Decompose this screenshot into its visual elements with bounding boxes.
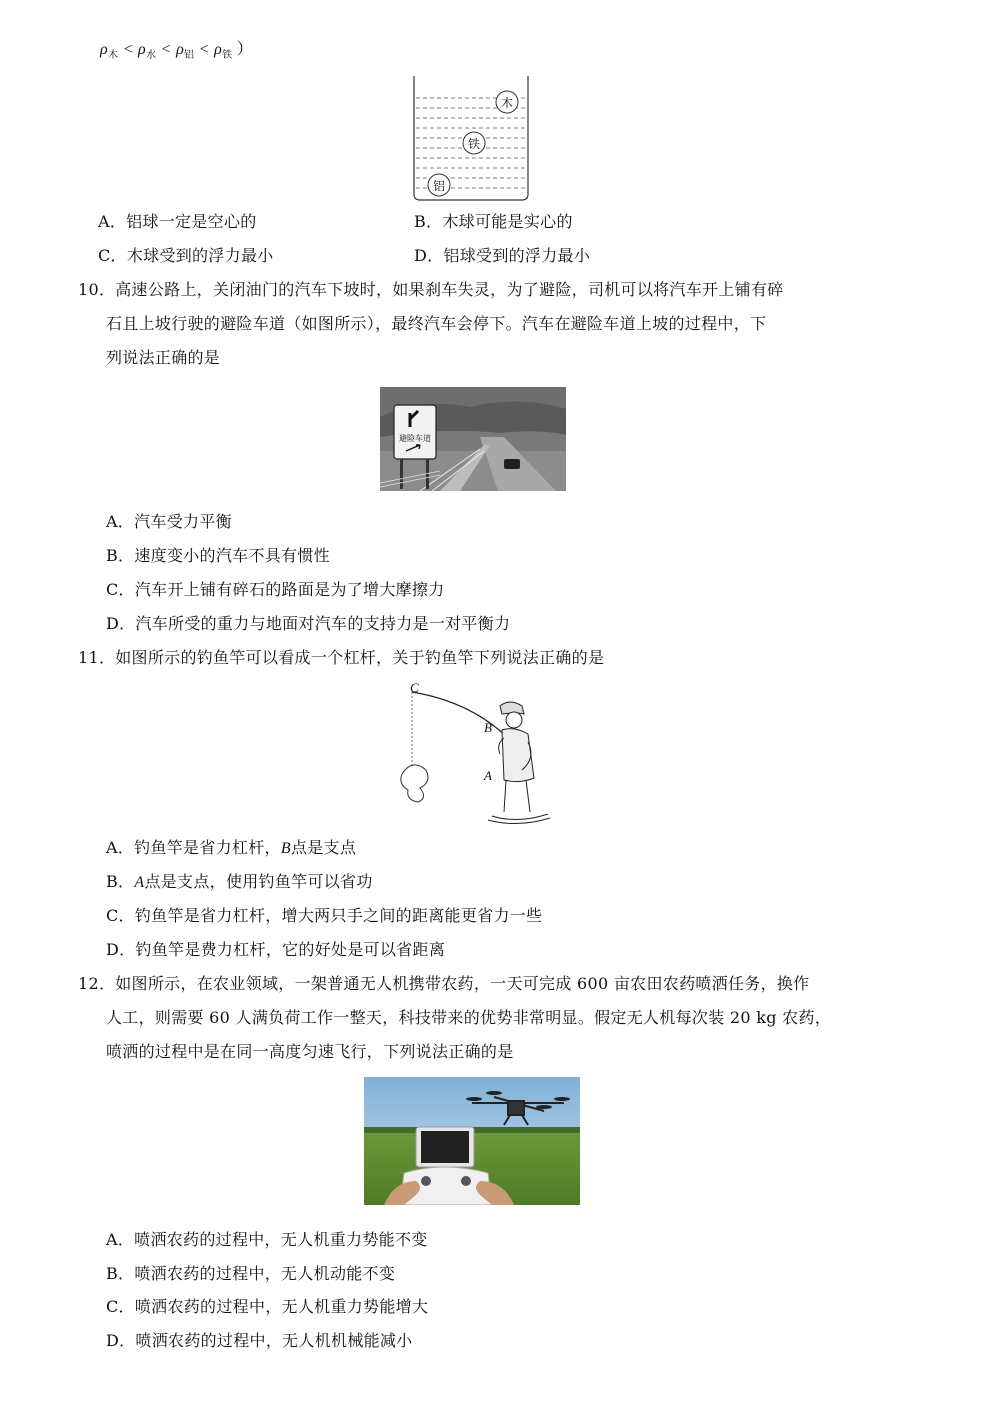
fisherman (488, 702, 550, 824)
q10-stem-line-1: 10．高速公路上，关闭油门的汽车下坡时，如果刹车失灵，为了避险，司机可以将汽车开上铺有碎 (78, 280, 784, 299)
q11-option-b-text: B． (106, 872, 135, 891)
aluminum-ball-label: 铝 (432, 179, 446, 193)
lt-symbol: < (122, 41, 134, 58)
point-c-label: C (410, 680, 419, 695)
wood-ball-label: 木 (500, 96, 514, 110)
car (504, 459, 520, 469)
q11-option-a (106, 838, 356, 859)
fishing-figure (392, 678, 552, 828)
sub-aluminum: 铝 (184, 50, 195, 62)
q11-option-b-var: A (134, 874, 145, 891)
q11-stem: 11．如图所示的钓鱼竿可以看成一个杠杆，关于钓鱼竿下列说法正确的是 (78, 648, 605, 667)
sub-water: 水 (146, 50, 157, 62)
point-b-label: B (484, 720, 492, 735)
q12-option-d: D．喷洒农药的过程中，无人机机械能减小 (106, 1331, 413, 1350)
escape-lane-photo (380, 387, 566, 491)
q11-option-b (106, 872, 373, 893)
q10-option-b: B．速度变小的汽车不具有惯性 (106, 546, 330, 565)
q11-option-d: D．钓鱼竿是费力杠杆，它的好处是可以省距离 (106, 940, 446, 959)
density-condition (100, 40, 253, 66)
close-paren: ） (236, 41, 254, 58)
q10-option-d: D．汽车所受的重力与地面对汽车的支持力是一对平衡力 (106, 614, 511, 633)
q9-option-a: A．铝球一定是空心的 (98, 212, 257, 231)
q9-option-b: B．木球可能是实心的 (414, 212, 573, 231)
sub-wood: 木 (107, 50, 119, 62)
sub-iron: 铁 (222, 50, 233, 62)
iron-ball-label: 铁 (467, 137, 481, 151)
q12-stem-line-1: 12．如图所示，在农业领域，一架普通无人机携带农药，一天可完成 600 亩农田农药喷洒任务，换作 (78, 974, 810, 993)
q11-option-c: C．钓鱼竿是省力杠杆，增大两只手之间的距离能更省力一些 (106, 906, 543, 925)
q12-stem-line-3: 喷洒的过程中是在同一高度匀速飞行，下列说法正确的是 (106, 1042, 514, 1061)
q11-option-a-text-end: 点是支点 (290, 838, 357, 857)
rho-symbol: ρ (214, 41, 223, 58)
q12-option-b: B．喷洒农药的过程中，无人机动能不变 (106, 1264, 396, 1283)
rho-symbol: ρ (138, 41, 147, 58)
q10-stem-line-2: 石且上坡行驶的避险车道（如图所示），最终汽车会停下。汽车在避险车道上坡的过程中，下 (106, 314, 767, 333)
q10-option-c: C．汽车开上铺有碎石的路面是为了增大摩擦力 (106, 580, 445, 599)
q12-option-c: C．喷洒农药的过程中，无人机重力势能增大 (106, 1297, 429, 1316)
rho-symbol: ρ (100, 41, 108, 58)
q11-option-b-text-end: 点是支点，使用钓鱼竿可以省功 (144, 872, 373, 891)
q10-stem-line-3: 列说法正确的是 (106, 348, 221, 367)
fishing-rod (412, 692, 510, 740)
q9-option-c: C．木球受到的浮力最小 (98, 246, 274, 265)
q11-option-a-text: A．钓鱼竿是省力杠杆， (106, 838, 281, 857)
lt-symbol: < (160, 41, 172, 58)
lt-symbol: < (198, 41, 210, 58)
q12-option-a: A．喷洒农药的过程中，无人机重力势能不变 (106, 1230, 428, 1249)
beaker-figure (404, 72, 538, 204)
point-a-label: A (484, 768, 492, 783)
fish (401, 765, 428, 802)
rho-symbol: ρ (176, 41, 185, 58)
drone-photo (364, 1077, 580, 1205)
q9-option-d: D．铝球受到的浮力最小 (414, 246, 591, 265)
sign-text: 避险车道 (399, 434, 431, 443)
q12-stem-line-2: 人工，则需要 60 人满负荷工作一整天，科技带来的优势非常明显。假定无人机每次装 20 kg 农药， (106, 1008, 832, 1027)
q10-option-a: A．汽车受力平衡 (106, 512, 232, 531)
q11-option-a-var: B (280, 840, 291, 857)
